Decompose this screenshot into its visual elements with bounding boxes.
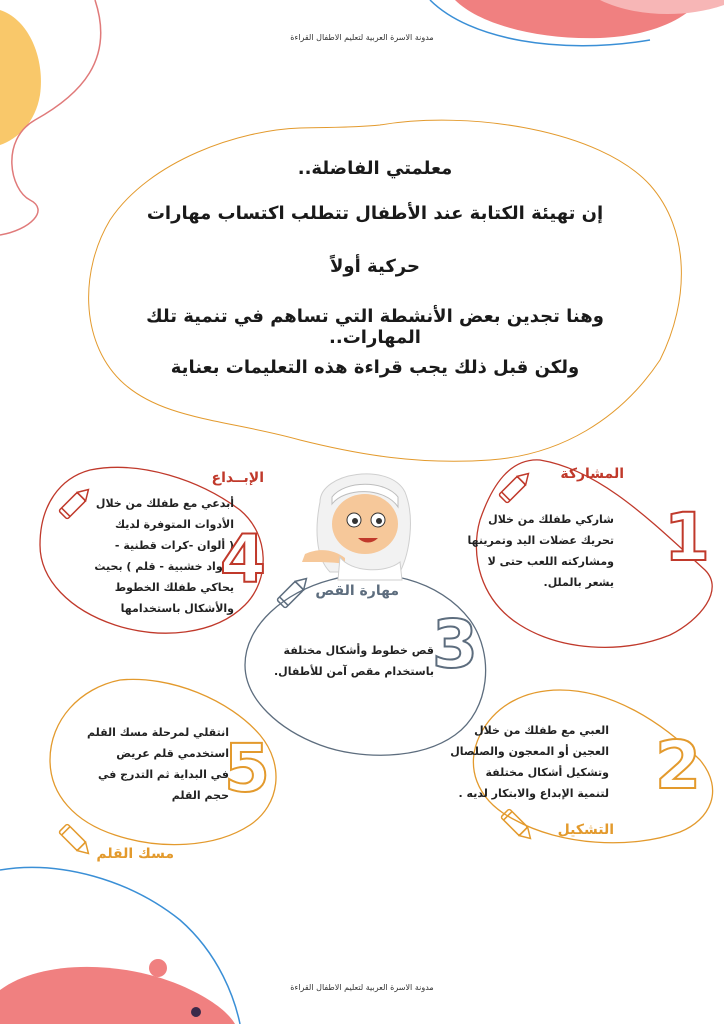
activity-4-title: الإبــداع [211,470,264,486]
activity-4-line: والأشكال باستخدامها [120,602,234,615]
pink-blob-bottom-left [0,967,235,1024]
activity-4-number: 4 [220,521,266,598]
pencil-icon [50,815,100,865]
activity-1-number: 1 [664,499,710,576]
activity-2-line: لتنمية الإبداع والابتكار لديه . [458,787,609,800]
intro-line-4: وهنا تجدين بعض الأنشطة التي تساهم في تنمية تلك المهارات.. [146,306,604,348]
intro-line-2: إن تهيئة الكتابة عند الأطفال تتطلب اكتساب مهارات [146,203,604,224]
activity-3-title: مهارة القص [315,583,399,599]
activity-2-line: العجين أو المعجون والصلصال [450,745,609,758]
activity-5-text [39,722,229,806]
activity-5-line: في البداية ثم التدرج في [97,768,229,781]
activity-5-title: مسك القلم [96,846,174,862]
intro-line-5: ولكن قبل ذلك يجب قراءة هذه التعليمات بعناية [170,357,580,378]
cartoon-boy-illustration [290,462,430,582]
activity-2-number: 2 [655,727,701,804]
intro-line-1: معلمتي الفاضلة.. [297,158,453,179]
activity-1-line: تحريك عضلات اليد وتمرينها [467,534,614,547]
activity-5-line: استخدمي قلم عريض [116,747,229,760]
blog-footer: مدونة الاسرة العربية لتعليم الاطفال القراءة [290,983,434,992]
activity-1-line: شاركي طفلك من خلال [488,513,614,526]
pencil-icon [492,800,542,850]
activity-3-text [264,640,434,682]
activity-1-text [424,509,614,593]
activity-3-line: قص خطوط وأشكال مختلفة [283,644,434,657]
activity-2-title: التشكيل [557,822,614,838]
blog-header: مدونة الاسرة العربية لتعليم الاطفال القراءة [290,33,434,42]
dark-dot [191,1007,201,1017]
activity-4-line: ( ألوان -كرات قطنية - [114,539,234,552]
activity-4-line: أعواد خشبية - قلم ) بحيث [94,560,234,573]
activity-2-line: العبي مع طفلك من خلال [474,724,609,737]
intro-line-3: حركية أولاً [330,256,420,277]
activity-5-number: 5 [224,730,270,807]
activity-5-line: انتقلي لمرحلة مسك القلم [86,726,229,739]
activity-1-line: ومشاركته اللعب حتى لا [487,555,614,568]
activity-4-line: الأدوات المتوفرة لديك [115,518,234,531]
activity-1-line: يشعر بالملل. [543,576,614,589]
activity-4-line: يحاكي طفلك الخطوط [114,581,234,594]
pencil-icon [50,478,100,528]
activity-4-line: أبدعي مع طفلك من خلال [95,497,234,510]
activity-5-line: حجم القلم [171,789,229,802]
activity-2-line: وتشكيل أشكال مختلفة [485,766,609,779]
activity-3-number: 3 [432,606,478,683]
activity-2-text [409,720,609,804]
pink-dot [149,959,167,977]
activity-3-line: باستخدام مقص آمن للأطفال. [274,665,434,678]
pencil-icon [490,462,540,512]
activity-1-title: المشاركة [560,466,624,482]
yellow-blob-top-left [0,10,41,145]
